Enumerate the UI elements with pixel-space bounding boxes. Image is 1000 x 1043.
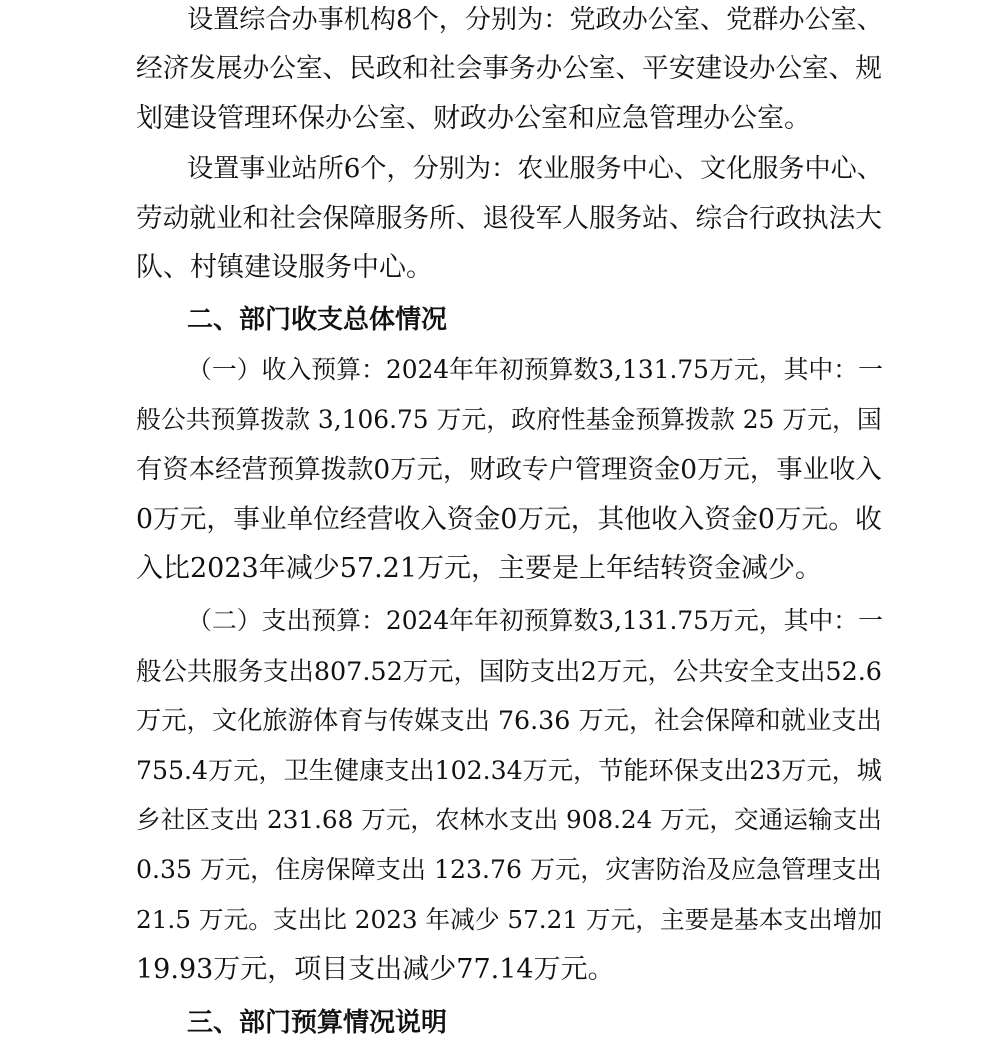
expense-paragraph-line-1: （二）支出预算：2024年年初预算数3,131.75万元，其中：一	[187, 606, 884, 635]
expense-paragraph-line-2: 般公共服务支出807.52万元，国防支出2万元，公共安全支出52.6	[136, 656, 882, 686]
income-paragraph-line-2: 般公共预算拨款 3,106.75 万元，政府性基金预算拨款 25 万元，国	[136, 405, 882, 434]
income-paragraph-line-4: 0万元，事业单位经营收入资金0万元，其他收入资金0万元。收	[136, 504, 882, 535]
expense-paragraph-line-4: 755.4万元，卫生健康支出102.34万元，节能环保支出23万元，城	[136, 756, 882, 785]
paragraph-stations-line-1: 设置事业站所6个，分别为：农业服务中心、文化服务中心、	[187, 154, 883, 184]
income-paragraph-line-5: 入比2023年减少57.21万元，主要是上年结转资金减少。	[136, 553, 823, 584]
expense-paragraph-line-5: 乡社区支出 231.68 万元，农林水支出 908.24 万元，交通运输支出	[136, 805, 882, 834]
paragraph-stations-line-2: 劳动就业和社会保障服务所、退役军人服务站、综合行政执法大	[136, 203, 882, 234]
expense-paragraph-line-6: 0.35 万元，住房保障支出 123.76 万元，灾害防治及应急管理支出	[136, 855, 882, 884]
section-heading-2: 二、部门收支总体情况	[187, 305, 448, 335]
income-paragraph-line-1: （一）收入预算：2024年年初预算数3,131.75万元，其中：一	[187, 355, 884, 384]
income-paragraph-line-3: 有资本经营预算拨款0万元，财政专户管理资金0万元，事业收入	[136, 455, 882, 485]
paragraph-org-line-2: 经济发展办公室、民政和社会事务办公室、平安建设办公室、规	[136, 53, 882, 84]
expense-paragraph-line-8: 19.93万元，项目支出减少77.14万元。	[136, 954, 615, 985]
expense-paragraph-line-7: 21.5 万元。支出比 2023 年减少 57.21 万元，主要是基本支出增加	[136, 905, 883, 934]
paragraph-org-line-1: 设置综合办事机构8个，分别为：党政办公室、党群办公室、	[187, 5, 883, 35]
paragraph-org-line-3: 划建设管理环保办公室、财政办公室和应急管理办公室。	[136, 103, 811, 134]
section-heading-3: 三、部门预算情况说明	[187, 1008, 448, 1038]
expense-paragraph-line-3: 万元，文化旅游体育与传媒支出 76.36 万元，社会保障和就业支出	[136, 706, 882, 735]
paragraph-stations-line-3: 队、村镇建设服务中心。	[136, 252, 433, 283]
